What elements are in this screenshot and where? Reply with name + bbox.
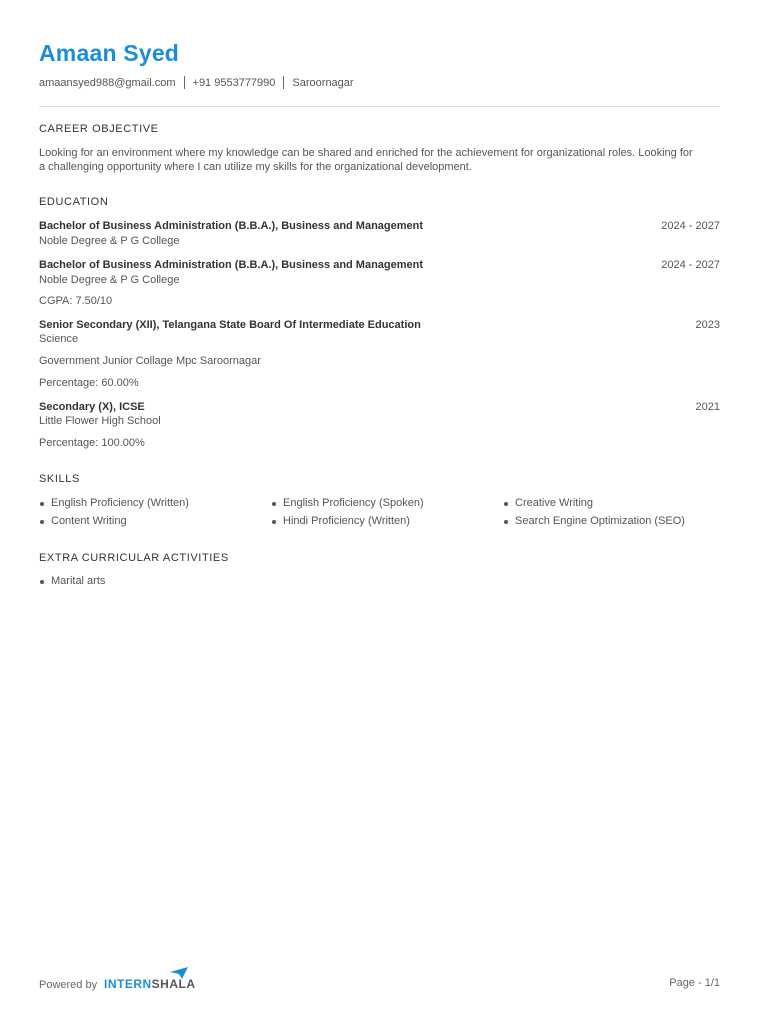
education-score: Percentage: 100.00%	[39, 437, 145, 449]
education-entry	[39, 401, 720, 413]
education-years: 2024 - 2027	[661, 220, 720, 232]
career-objective-line: Looking for an environment where my knowledge can be shared and enriched for the achievement for organizational roles. Looking for	[39, 147, 693, 159]
page-number: Page - 1/1	[669, 977, 720, 989]
extracurricular-item: Marital arts	[39, 575, 105, 587]
education-score: CGPA: 7.50/10	[39, 295, 113, 307]
location-text: Saroornagar	[292, 76, 354, 89]
page-footer	[39, 967, 720, 997]
phone-text: +91 9553777990	[192, 76, 276, 89]
header-divider	[39, 106, 720, 107]
institution-name: Noble Degree & P G College	[39, 235, 180, 247]
logo-text-intern: INTERN	[104, 977, 152, 991]
skills-heading: SKILLS	[39, 473, 80, 485]
degree-title: Senior Secondary (XII), Telangana State Board Of Intermediate Education	[39, 319, 421, 331]
degree-title: Bachelor of Business Administration (B.B.A.), Business and Management	[39, 220, 424, 232]
contact-divider	[283, 76, 284, 89]
degree-title: Bachelor of Business Administration (B.B.A.), Business and Management	[39, 259, 424, 271]
powered-by-text: Powered by	[39, 979, 98, 991]
institution-name: Government Junior Collage Mpc Saroornagar	[39, 355, 261, 367]
skill-item: English Proficiency (Spoken)	[271, 497, 424, 509]
education-years: 2024 - 2027	[661, 259, 720, 271]
internshala-logo[interactable]	[104, 977, 196, 991]
education-entry	[39, 220, 720, 232]
contact-line	[39, 76, 354, 89]
skill-item: English Proficiency (Written)	[39, 497, 189, 509]
education-years: 2021	[695, 401, 720, 413]
candidate-name: Amaan Syed	[39, 40, 180, 66]
education-heading: EDUCATION	[39, 196, 109, 208]
education-entry	[39, 259, 720, 271]
career-objective-line: a challenging opportunity where I can utilize my skills for the organizational development.	[39, 161, 472, 173]
institution-name: Little Flower High School	[39, 415, 161, 427]
education-years: 2023	[695, 319, 720, 331]
skill-item: Hindi Proficiency (Written)	[271, 515, 410, 527]
degree-title: Secondary (X), ICSE	[39, 401, 145, 413]
skill-item: Creative Writing	[503, 497, 593, 509]
extracurricular-heading: EXTRA CURRICULAR ACTIVITIES	[39, 552, 229, 564]
logo-text-shala: SHALA	[151, 977, 196, 991]
career-objective-heading: CAREER OBJECTIVE	[39, 123, 159, 135]
education-stream: Science	[39, 333, 79, 345]
email-text: amaansyed988@gmail.com	[39, 76, 176, 89]
career-objective-text	[39, 146, 720, 174]
paper-plane-icon	[170, 967, 188, 979]
education-score: Percentage: 60.00%	[39, 377, 139, 389]
skill-item: Content Writing	[39, 515, 127, 527]
resume-page	[39, 0, 720, 1024]
institution-name: Noble Degree & P G College	[39, 274, 180, 286]
skill-item: Search Engine Optimization (SEO)	[503, 515, 685, 527]
contact-divider	[184, 76, 185, 89]
education-entry	[39, 319, 720, 331]
